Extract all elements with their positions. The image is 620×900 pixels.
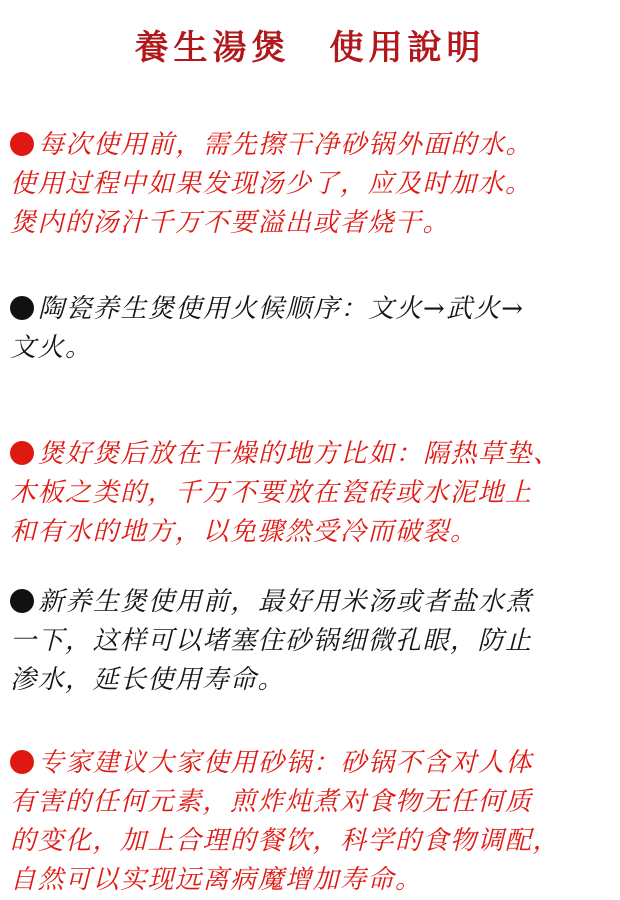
red-bullet-icon [10,750,34,774]
instruction-paragraph-2 [10,290,620,368]
red-bullet-icon [10,441,34,465]
black-bullet-icon [10,296,34,320]
line-text: 煲好煲后放在干燥的地方比如：隔热草垫、 [38,439,561,469]
line-text: 新养生煲使用前，最好用米汤或者盐水煮 [38,587,534,617]
instruction-paragraph-4 [10,583,620,700]
paragraph-line: 煲内的汤汁千万不要溢出或者烧干。 [10,208,451,238]
paragraph-line: 和有水的地方，以免骤然受冷而破裂。 [10,517,478,547]
black-bullet-icon [10,589,34,613]
line-text: 每次使用前，需先擦干净砂锅外面的水。 [38,130,534,160]
paragraph-line: 一下，这样可以堵塞住砂锅细微孔眼，防止 [10,626,533,656]
paragraph-line [10,744,620,783]
paragraph-line: 自然可以实现远离病魔增加寿命。 [10,865,423,895]
paragraph-line [10,126,620,165]
instruction-paragraph-5 [10,744,620,900]
red-bullet-icon [10,132,34,156]
paragraph-line: 渗水，延长使用寿命。 [10,665,286,695]
paragraph-line: 的变化，加上合理的餐饮，科学的食物调配， [10,826,561,856]
paragraph-line: 木板之类的，千万不要放在瓷砖或水泥地上 [10,478,533,508]
page-title: 養生湯煲 使用說明 [134,28,486,68]
paragraph-line [10,290,620,329]
paragraph-line [10,583,620,622]
line-text: 专家建议大家使用砂锅：砂锅不含对人体 [38,748,534,778]
paragraph-line [10,435,620,474]
paragraph-line: 使用过程中如果发现汤少了，应及时加水。 [10,169,533,199]
instruction-paragraph-1 [10,126,620,243]
paragraph-line: 文火。 [10,333,93,363]
paragraph-line: 有害的任何元素，煎炸炖煮对食物无任何质 [10,787,533,817]
line-text: 陶瓷养生煲使用火候顺序：文火→武火→ [38,294,525,324]
instruction-paragraph-3 [10,435,620,552]
